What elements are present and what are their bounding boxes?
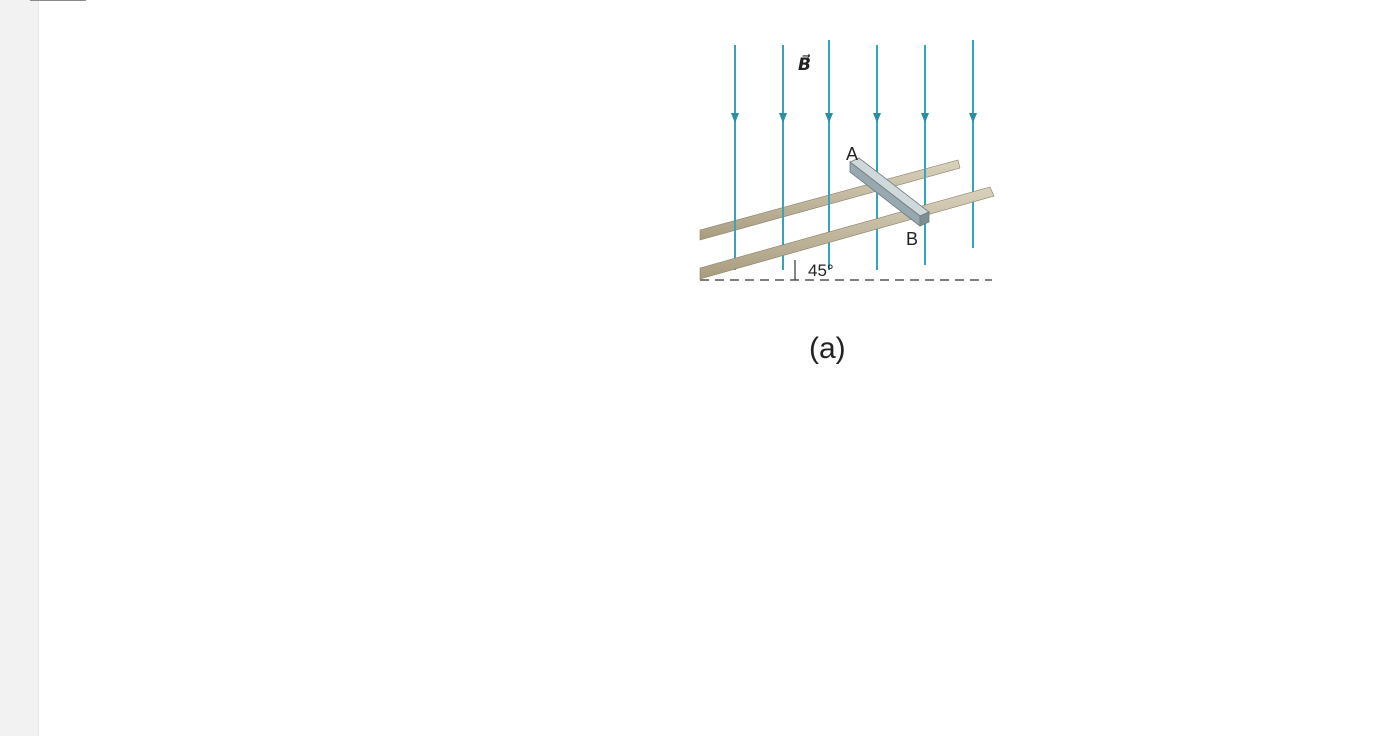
incline-rails-figure — [680, 30, 1020, 380]
figure-svg — [680, 30, 1020, 380]
field-arrowheads — [731, 113, 977, 123]
front-rail — [700, 187, 994, 279]
angle-label: 45° — [808, 261, 834, 280]
point-b-label: B — [906, 229, 919, 249]
left-gutter — [0, 0, 39, 736]
point-a-label: A — [846, 144, 859, 164]
figure-caption: (a) — [809, 332, 846, 365]
field-label: B⃗ — [798, 55, 811, 74]
top-tab-indicator — [30, 0, 86, 1]
